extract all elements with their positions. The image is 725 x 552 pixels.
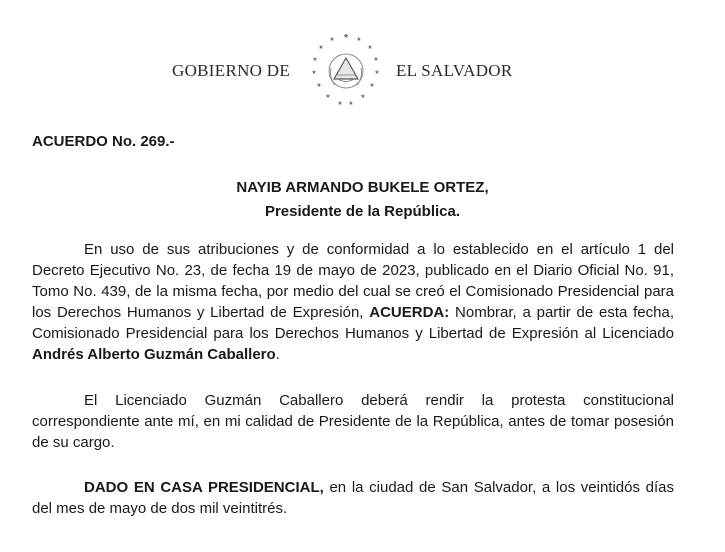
p3-dado: DADO EN CASA PRESIDENCIAL, [84,479,324,496]
svg-text:★: ★ [367,44,373,51]
svg-text:★: ★ [373,56,379,63]
svg-text:★: ★ [329,36,335,43]
p1-text-c: Nombrar, a partir de esta fecha, Comisionado Presidencial para los Derechos Humanos y Libertad de Expresión al Licenciado [32,304,674,342]
p1-text-a: En uso de sus atribuciones y de conformidad a lo establecido en el artículo 1 del Decreto Ejecutivo No. 23, de fecha 19 de mayo de 2023, publicado en el Diario Oficial No. 91, Tomo No. 439, de la misma fecha, por medio del cual se creó el Comisionado Presidencial para los Derechos Humanos y Libertad de Expresión, [32,241,674,321]
svg-text:★: ★ [316,82,322,89]
p1-acuerda: ACUERDA: [369,304,450,321]
p1-appointee-name: Andrés Alberto Guzmán Caballero [32,346,276,363]
svg-text:★: ★ [325,93,331,100]
svg-text:★: ★ [360,93,366,100]
p2-text: El Licenciado Guzmán Caballero deberá rendir la protesta constitucional correspondiente ante mí, en mi calidad de Presidente de la República, antes de tomar posesión de su cargo. [32,392,674,451]
svg-text:★: ★ [369,82,375,89]
coat-of-arms-seal-icon [307,30,385,108]
svg-text:★: ★ [356,36,362,43]
letterhead-right-text: EL SALVADOR [396,61,513,80]
letterhead [0,30,725,110]
signer-block [0,176,725,224]
agreement-number: ACUERDO No. 269.- [32,133,175,150]
p3-text: en la ciudad de San Salvador, a los veintidós días del mes de mayo de dos mil veintitrés. [32,479,674,517]
svg-text:★: ★ [311,69,317,76]
body-paragraph-2 [32,390,674,453]
svg-text:★: ★ [318,44,324,51]
svg-text:★: ★ [342,32,350,40]
svg-text:★: ★ [337,100,343,107]
svg-text:★: ★ [312,56,318,63]
body-paragraph-1 [32,239,674,365]
body-paragraph-3 [32,477,674,519]
signer-title: Presidente de la República. [264,203,461,220]
svg-text:★: ★ [348,100,354,107]
p1-period: . [275,346,280,363]
letterhead-left-text: GOBIERNO DE [172,61,291,80]
svg-text:★: ★ [374,69,380,76]
signer-name: NAYIB ARMANDO BUKELE ORTEZ, [236,179,489,196]
